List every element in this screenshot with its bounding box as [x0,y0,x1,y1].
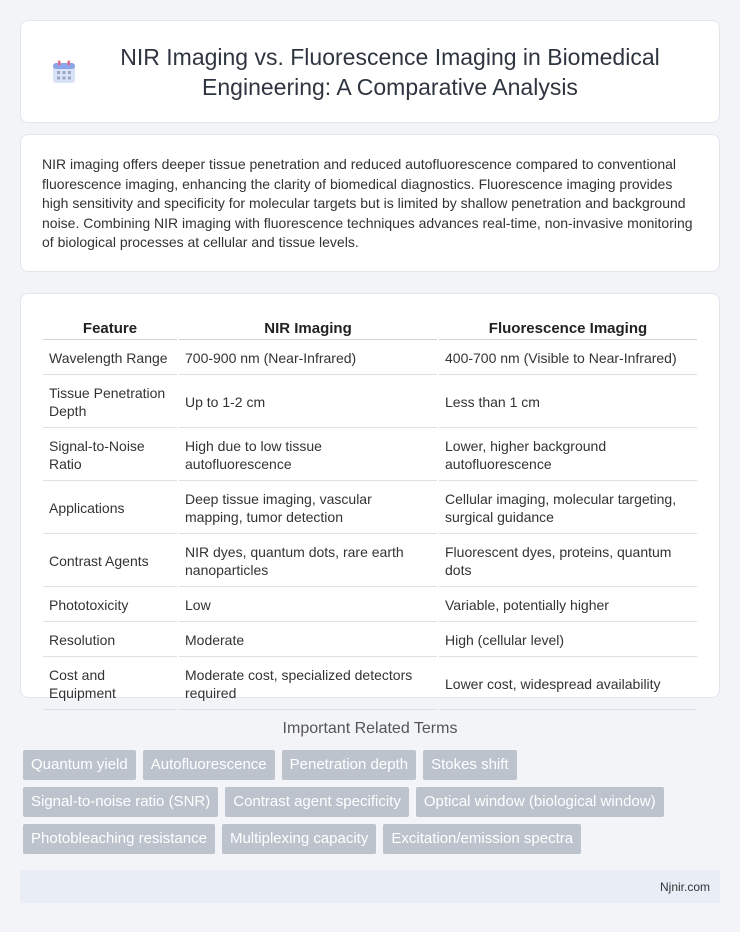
related-terms-section [0,720,740,854]
term-tag[interactable]: Multiplexing capacity [222,824,376,854]
table-cell: Fluorescent dyes, proteins, quantum dots [439,536,697,587]
intro-card [20,134,720,272]
table-cell: Applications [43,483,177,534]
table-cell: High (cellular level) [439,624,697,657]
table-cell: High due to low tissue autofluorescence [179,430,437,481]
term-tag[interactable]: Excitation/emission spectra [383,824,581,854]
table-cell: 700-900 nm (Near-Infrared) [179,342,437,375]
term-tag[interactable]: Optical window (biological window) [416,787,664,817]
title-card [20,20,720,123]
term-tag[interactable]: Penetration depth [282,750,416,780]
table-row [43,377,697,428]
table-row [43,624,697,657]
header-fluorescence: Fluorescence Imaging [439,316,697,340]
table-cell: Cost and Equipment [43,659,177,710]
related-terms-title: Important Related Terms [282,720,458,737]
table-row [43,589,697,622]
table-cell: Moderate [179,624,437,657]
term-tag[interactable]: Signal-to-noise ratio (SNR) [23,787,218,817]
comparison-table [41,314,699,712]
table-cell: Variable, potentially higher [439,589,697,622]
table-cell: Wavelength Range [43,342,177,375]
term-tag[interactable]: Autofluorescence [143,750,275,780]
title-wrap [51,42,689,102]
term-tag[interactable]: Stokes shift [423,750,517,780]
table-row [43,342,697,375]
footer-site-link[interactable]: Njnir.com [659,879,710,894]
table-cell: Tissue Penetration Depth [43,377,177,428]
related-terms-tags [23,750,717,854]
intro-paragraph: NIR imaging offers deeper tissue penetration and reduced autofluorescence compared to conventional fluorescence imaging, enhancing the clarity of biomedical diagnostics. Fluorescence imaging provides high sensitivity and specificity for molecular targets but is limited by shallow penetration and background noise. Combining NIR imaging with fluorescence techniques advances real-time, non-invasive monitoring of biological processes at cellular and tissue levels. [42,156,693,251]
table-cell: NIR dyes, quantum dots, rare earth nanoparticles [179,536,437,587]
table-row [43,483,697,534]
table-cell: Low [179,589,437,622]
header-nir: NIR Imaging [179,316,437,340]
table-cell: Up to 1-2 cm [179,377,437,428]
table-row [43,659,697,710]
table-cell: Moderate cost, specialized detectors required [179,659,437,710]
table-cell: Less than 1 cm [439,377,697,428]
footer [20,870,720,903]
table-cell: Lower cost, widespread availability [439,659,697,710]
header-feature: Feature [43,316,177,340]
table-cell: Deep tissue imaging, vascular mapping, tumor detection [179,483,437,534]
term-tag[interactable]: Contrast agent specificity [225,787,409,817]
table-cell: Contrast Agents [43,536,177,587]
table-row [43,536,697,587]
table-cell: 400-700 nm (Visible to Near-Infrared) [439,342,697,375]
comparison-table-card [20,293,720,701]
page-title: NIR Imaging vs. Fluorescence Imaging in Biomedical Engineering: A Comparative Analysis [120,43,660,100]
table-row [43,430,697,481]
table-cell: Lower, higher background autofluorescence [439,430,697,481]
table-header-row [43,316,697,340]
table-cell: Resolution [43,624,177,657]
table-cell: Phototoxicity [43,589,177,622]
table-cell: Signal-to-Noise Ratio [43,430,177,481]
term-tag[interactable]: Photobleaching resistance [23,824,215,854]
table-cell: Cellular imaging, molecular targeting, surgical guidance [439,483,697,534]
term-tag[interactable]: Quantum yield [23,750,136,780]
calendar-icon [51,59,77,85]
